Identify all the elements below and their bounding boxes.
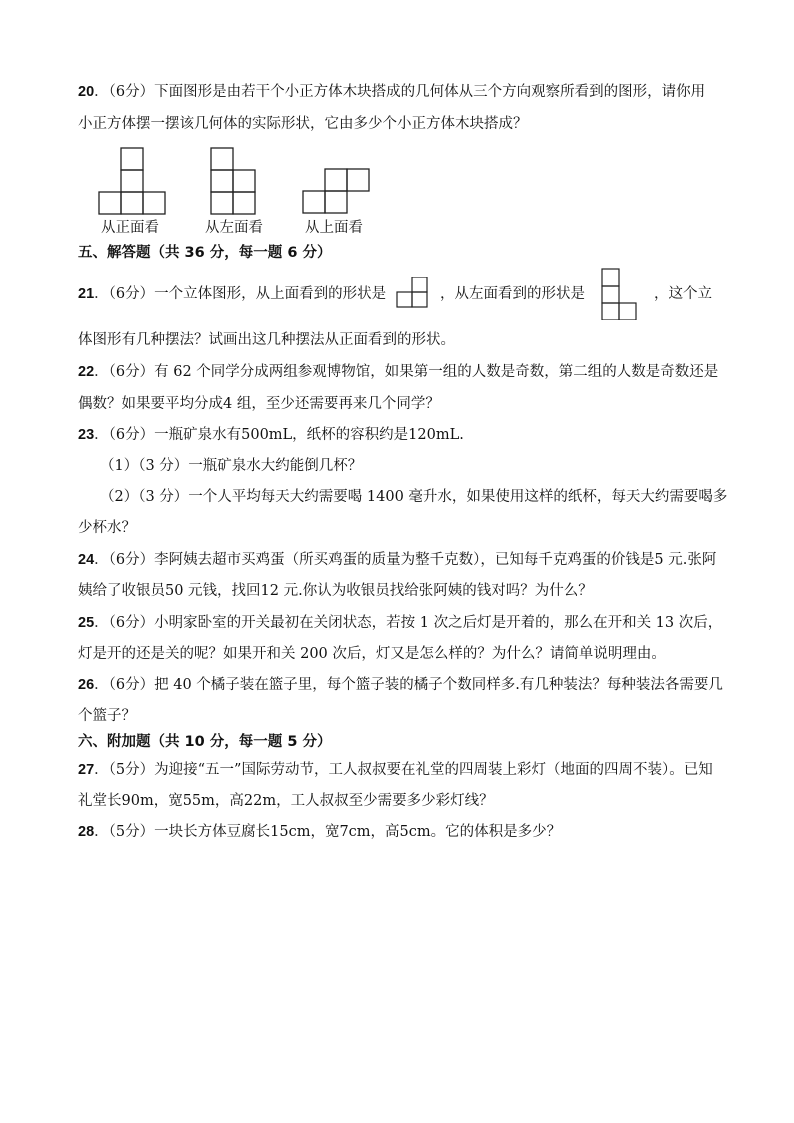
left-view-caption: 从左面看 bbox=[205, 220, 263, 236]
q20-line1 bbox=[78, 82, 705, 102]
question-number: 24 bbox=[78, 552, 95, 568]
question-text: 一个立体图形，从上面看到的形状是 bbox=[154, 286, 387, 302]
question-text: 为迎接“五一”国际劳动节，工人叔叔要在礼堂的四周装上彩灯（地面的四周不装）。已知 bbox=[154, 762, 713, 778]
question-number: 25 bbox=[78, 615, 95, 631]
q26-line2: 个篮子？ bbox=[78, 708, 136, 724]
question-text: 有 62 个同学分成两组参观博物馆，如果第一组的人数是奇数，第二组的人数是奇数还是 bbox=[154, 364, 719, 380]
q23-sub1: （1）（3 分）一瓶矿泉水大约能倒几杯？ bbox=[100, 458, 363, 474]
front-view-figure bbox=[99, 148, 167, 214]
q21-left-view-figure bbox=[601, 268, 637, 320]
q27-line2: 礼堂长90m，宽55m，高22m，工人叔叔至少需要多少彩灯线？ bbox=[78, 793, 494, 809]
question-text: 一瓶矿泉水有500mL，纸杯的容积约是120mL. bbox=[154, 427, 464, 443]
q28-line1 bbox=[78, 822, 561, 842]
section-five-heading: 五、解答题（共 36 分，每一题 6 分） bbox=[78, 245, 332, 261]
question-score: ．（6分） bbox=[94, 286, 155, 302]
question-text: 下面图形是由若干个小正方体木块搭成的几何体从三个方向观察所看到的图形，请你用 bbox=[154, 84, 706, 100]
q21-top-view-figure bbox=[396, 277, 428, 309]
question-number: 23 bbox=[78, 427, 95, 443]
question-score: ．（5分） bbox=[94, 762, 155, 778]
question-text: 李阿姨去超市买鸡蛋（所买鸡蛋的质量为整千克数），已知每千克鸡蛋的价钱是5 元.张阿 bbox=[154, 552, 717, 568]
top-view-figure bbox=[303, 169, 371, 213]
question-number: 27 bbox=[78, 762, 95, 778]
front-view-caption: 从正面看 bbox=[101, 220, 159, 236]
q24-line2: 姨给了收银员50 元钱，找回12 元.你认为收银员找给张阿姨的钱对吗？为什么？ bbox=[78, 583, 593, 599]
q21-line1-part3: ，这个立 bbox=[654, 286, 712, 302]
q26-line1 bbox=[78, 675, 723, 695]
q20-line2: 小正方体摆一摆该几何体的实际形状，它由多少个小正方体木块搭成？ bbox=[78, 116, 528, 132]
q23-sub2-cont: 少杯水？ bbox=[78, 520, 136, 536]
q24-line1 bbox=[78, 550, 716, 570]
q21-line2: 体图形有几种摆法？试画出这几种摆法从正面看到的形状。 bbox=[78, 332, 455, 348]
question-score: ．（6分） bbox=[94, 427, 155, 443]
question-number: 20 bbox=[78, 84, 95, 100]
question-score: ．（5分） bbox=[94, 824, 155, 840]
question-text: 小明家卧室的开关最初在关闭状态，若按 1 次之后灯是开着的，那么在开和关 13 次后， bbox=[154, 615, 723, 631]
question-score: ．（6分） bbox=[94, 552, 155, 568]
question-number: 26 bbox=[78, 677, 95, 693]
top-view-caption: 从上面看 bbox=[305, 220, 363, 236]
question-text: 把 40 个橘子装在篮子里，每个篮子装的橘子个数同样多.有几种装法？每种装法各需要几 bbox=[154, 677, 723, 693]
q22-line2: 偶数？如果要平均分成4 组，至少还需要再来几个同学？ bbox=[78, 396, 440, 412]
question-score: ．（6分） bbox=[94, 84, 155, 100]
question-number: 22 bbox=[78, 364, 95, 380]
q23-sub2: （2）（3 分）一个人平均每天大约需要喝 1400 毫升水，如果使用这样的纸杯，每天大约需要喝多 bbox=[100, 489, 728, 505]
q22-line1 bbox=[78, 362, 718, 382]
question-score: ．（6分） bbox=[94, 615, 155, 631]
question-number: 28 bbox=[78, 824, 95, 840]
question-score: ．（6分） bbox=[94, 364, 155, 380]
q21-line1-part1 bbox=[78, 284, 386, 304]
q27-line1 bbox=[78, 760, 713, 780]
question-score: ．（6分） bbox=[94, 677, 155, 693]
q25-line2: 灯是开的还是关的呢？如果开和关 200 次后，灯又是怎么样的？为什么？请简单说明理由。 bbox=[78, 646, 666, 662]
section-six-heading: 六、附加题（共 10 分，每一题 5 分） bbox=[78, 734, 332, 750]
question-text: 一块长方体豆腐长15cm，宽7cm，高5cm。它的体积是多少？ bbox=[154, 824, 562, 840]
question-number: 21 bbox=[78, 286, 95, 302]
q21-line1-part2: ，从左面看到的形状是 bbox=[440, 286, 585, 302]
left-view-figure bbox=[211, 148, 257, 214]
q23-line1 bbox=[78, 425, 464, 445]
q25-line1 bbox=[78, 613, 722, 633]
